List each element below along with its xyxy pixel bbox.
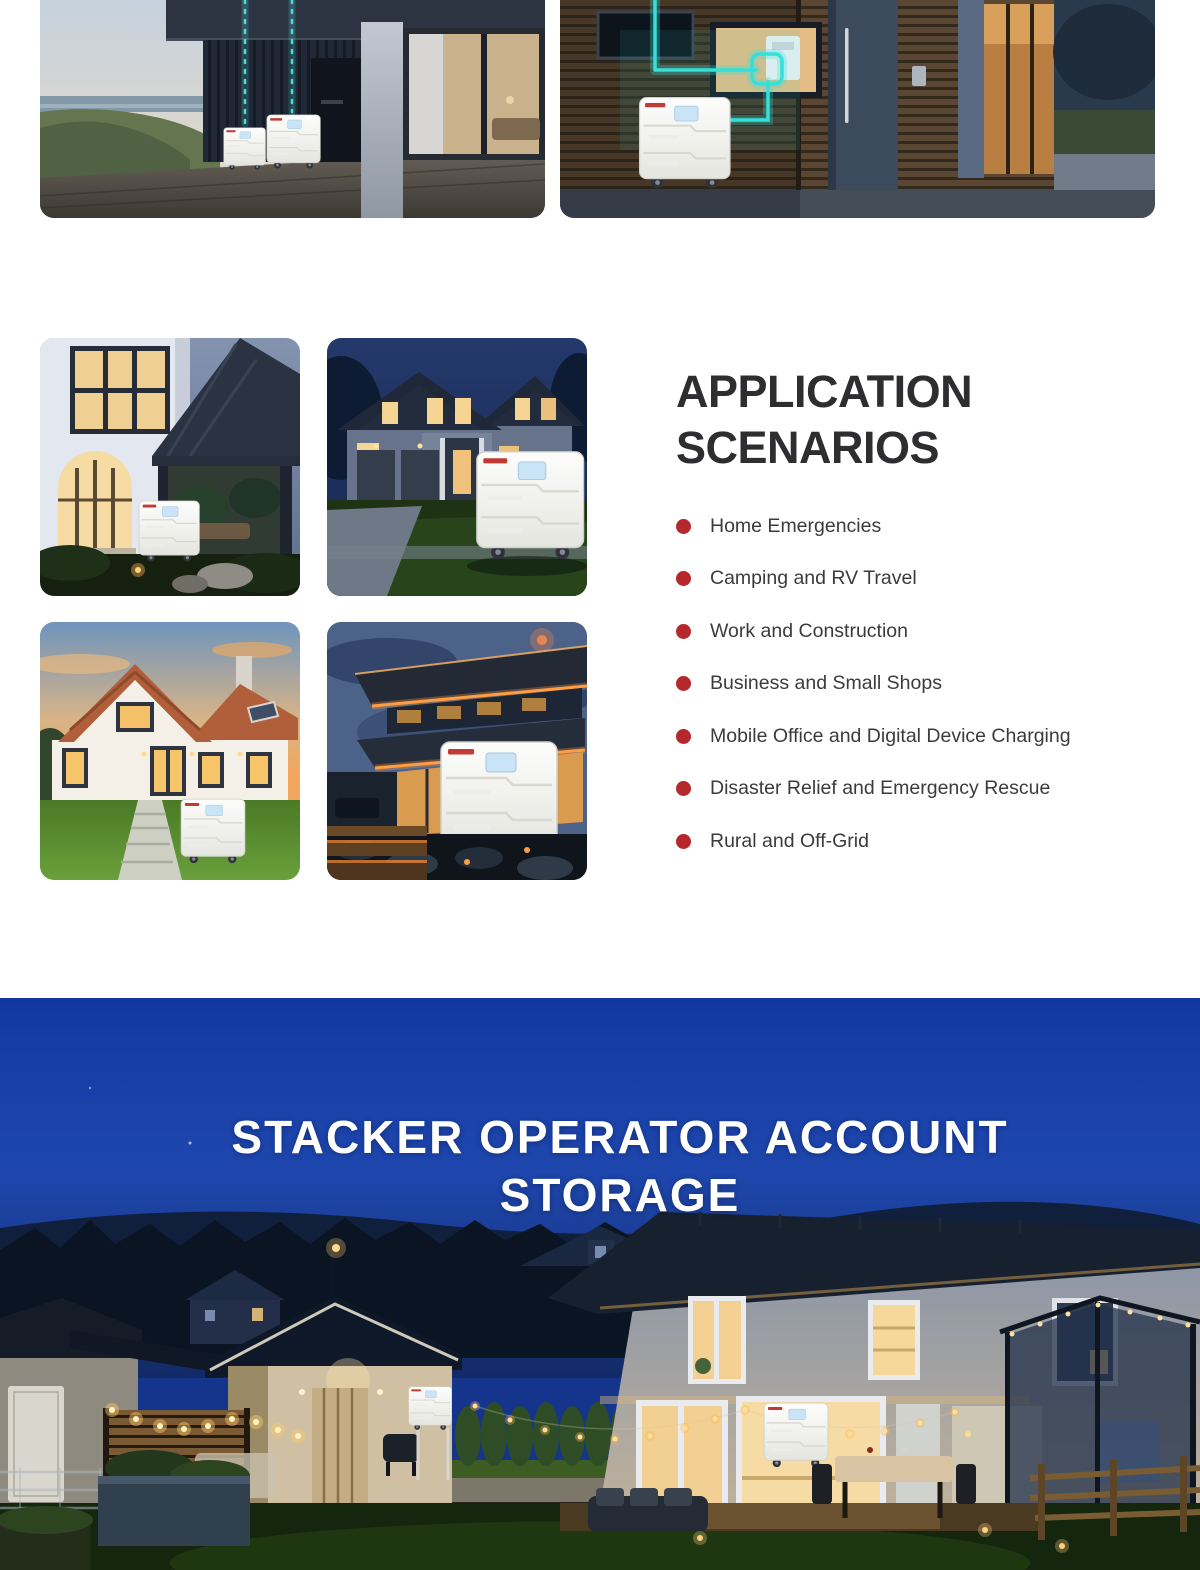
grill-silhouette — [383, 1434, 419, 1462]
list-item: Business and Small Shops — [676, 658, 1071, 711]
cottage-sunset-illustration — [40, 622, 300, 880]
photo-white-house-dusk — [40, 338, 300, 596]
pillar — [958, 0, 984, 178]
list-item: Mobile Office and Digital Device Charging — [676, 710, 1071, 763]
patio-battery-unit — [764, 1403, 828, 1467]
patio-sofa — [588, 1488, 708, 1532]
suburban-house-illustration — [327, 338, 587, 596]
battery-unit — [139, 501, 199, 562]
modern-led-house-illustration — [327, 622, 587, 880]
hero-title-line1: STACKER OPERATOR ACCOUNT — [231, 1111, 1009, 1163]
battery-unit — [477, 452, 584, 559]
wood-steps — [327, 826, 427, 880]
photo-modern-led-house — [327, 622, 587, 880]
list-item: Rural and Off-Grid — [676, 815, 1071, 868]
bullet-dot-icon — [676, 729, 691, 744]
patio-beam — [152, 456, 300, 466]
hero-title — [40, 1108, 1200, 1224]
application-scenarios-list — [676, 500, 1071, 868]
hero-title-line2: STORAGE — [499, 1169, 741, 1221]
keypad — [912, 66, 926, 86]
house-corner-illustration — [560, 0, 1155, 218]
battery-unit — [640, 98, 730, 189]
list-item: Disaster Relief and Emergency Rescue — [676, 763, 1071, 816]
bullet-dot-icon — [676, 519, 691, 534]
photo-suburban-house-night — [327, 338, 587, 596]
list-item: Work and Construction — [676, 605, 1071, 658]
bullet-dot-icon — [676, 571, 691, 586]
bullet-dot-icon — [676, 624, 691, 639]
upper-window — [70, 346, 170, 434]
battery-unit — [181, 799, 245, 863]
battery-unit-small — [224, 128, 266, 170]
patio-furniture — [335, 798, 379, 818]
bullet-dot-icon — [676, 781, 691, 796]
curtain — [409, 34, 443, 154]
photo-modern-house-deck — [40, 0, 545, 218]
photo-house-corner-circuit — [560, 0, 1155, 218]
bullet-dot-icon — [676, 834, 691, 849]
garden-bed-planter — [98, 1450, 275, 1546]
arched-doorway — [54, 451, 136, 556]
bullet-dot-icon — [676, 676, 691, 691]
glass-windows — [984, 4, 1054, 174]
hero-banner — [0, 998, 1200, 1570]
photo-cottage-sunset — [40, 622, 300, 880]
sky-glow — [537, 635, 547, 645]
entry-door — [828, 0, 898, 190]
dining-silhouette — [492, 118, 540, 140]
night-backyard-illustration — [0, 998, 1200, 1570]
planter-corner — [0, 1506, 93, 1570]
garden-light — [135, 567, 141, 573]
application-scenarios-title: APPLICATION SCENARIOS — [676, 366, 973, 473]
battery-unit-large — [267, 115, 320, 169]
gazebo — [1000, 1298, 1200, 1518]
modern-house-deck-illustration — [40, 0, 545, 218]
list-item: Home Emergencies — [676, 500, 1071, 553]
white-house-dusk-illustration — [40, 338, 300, 596]
list-item: Camping and RV Travel — [676, 553, 1071, 606]
